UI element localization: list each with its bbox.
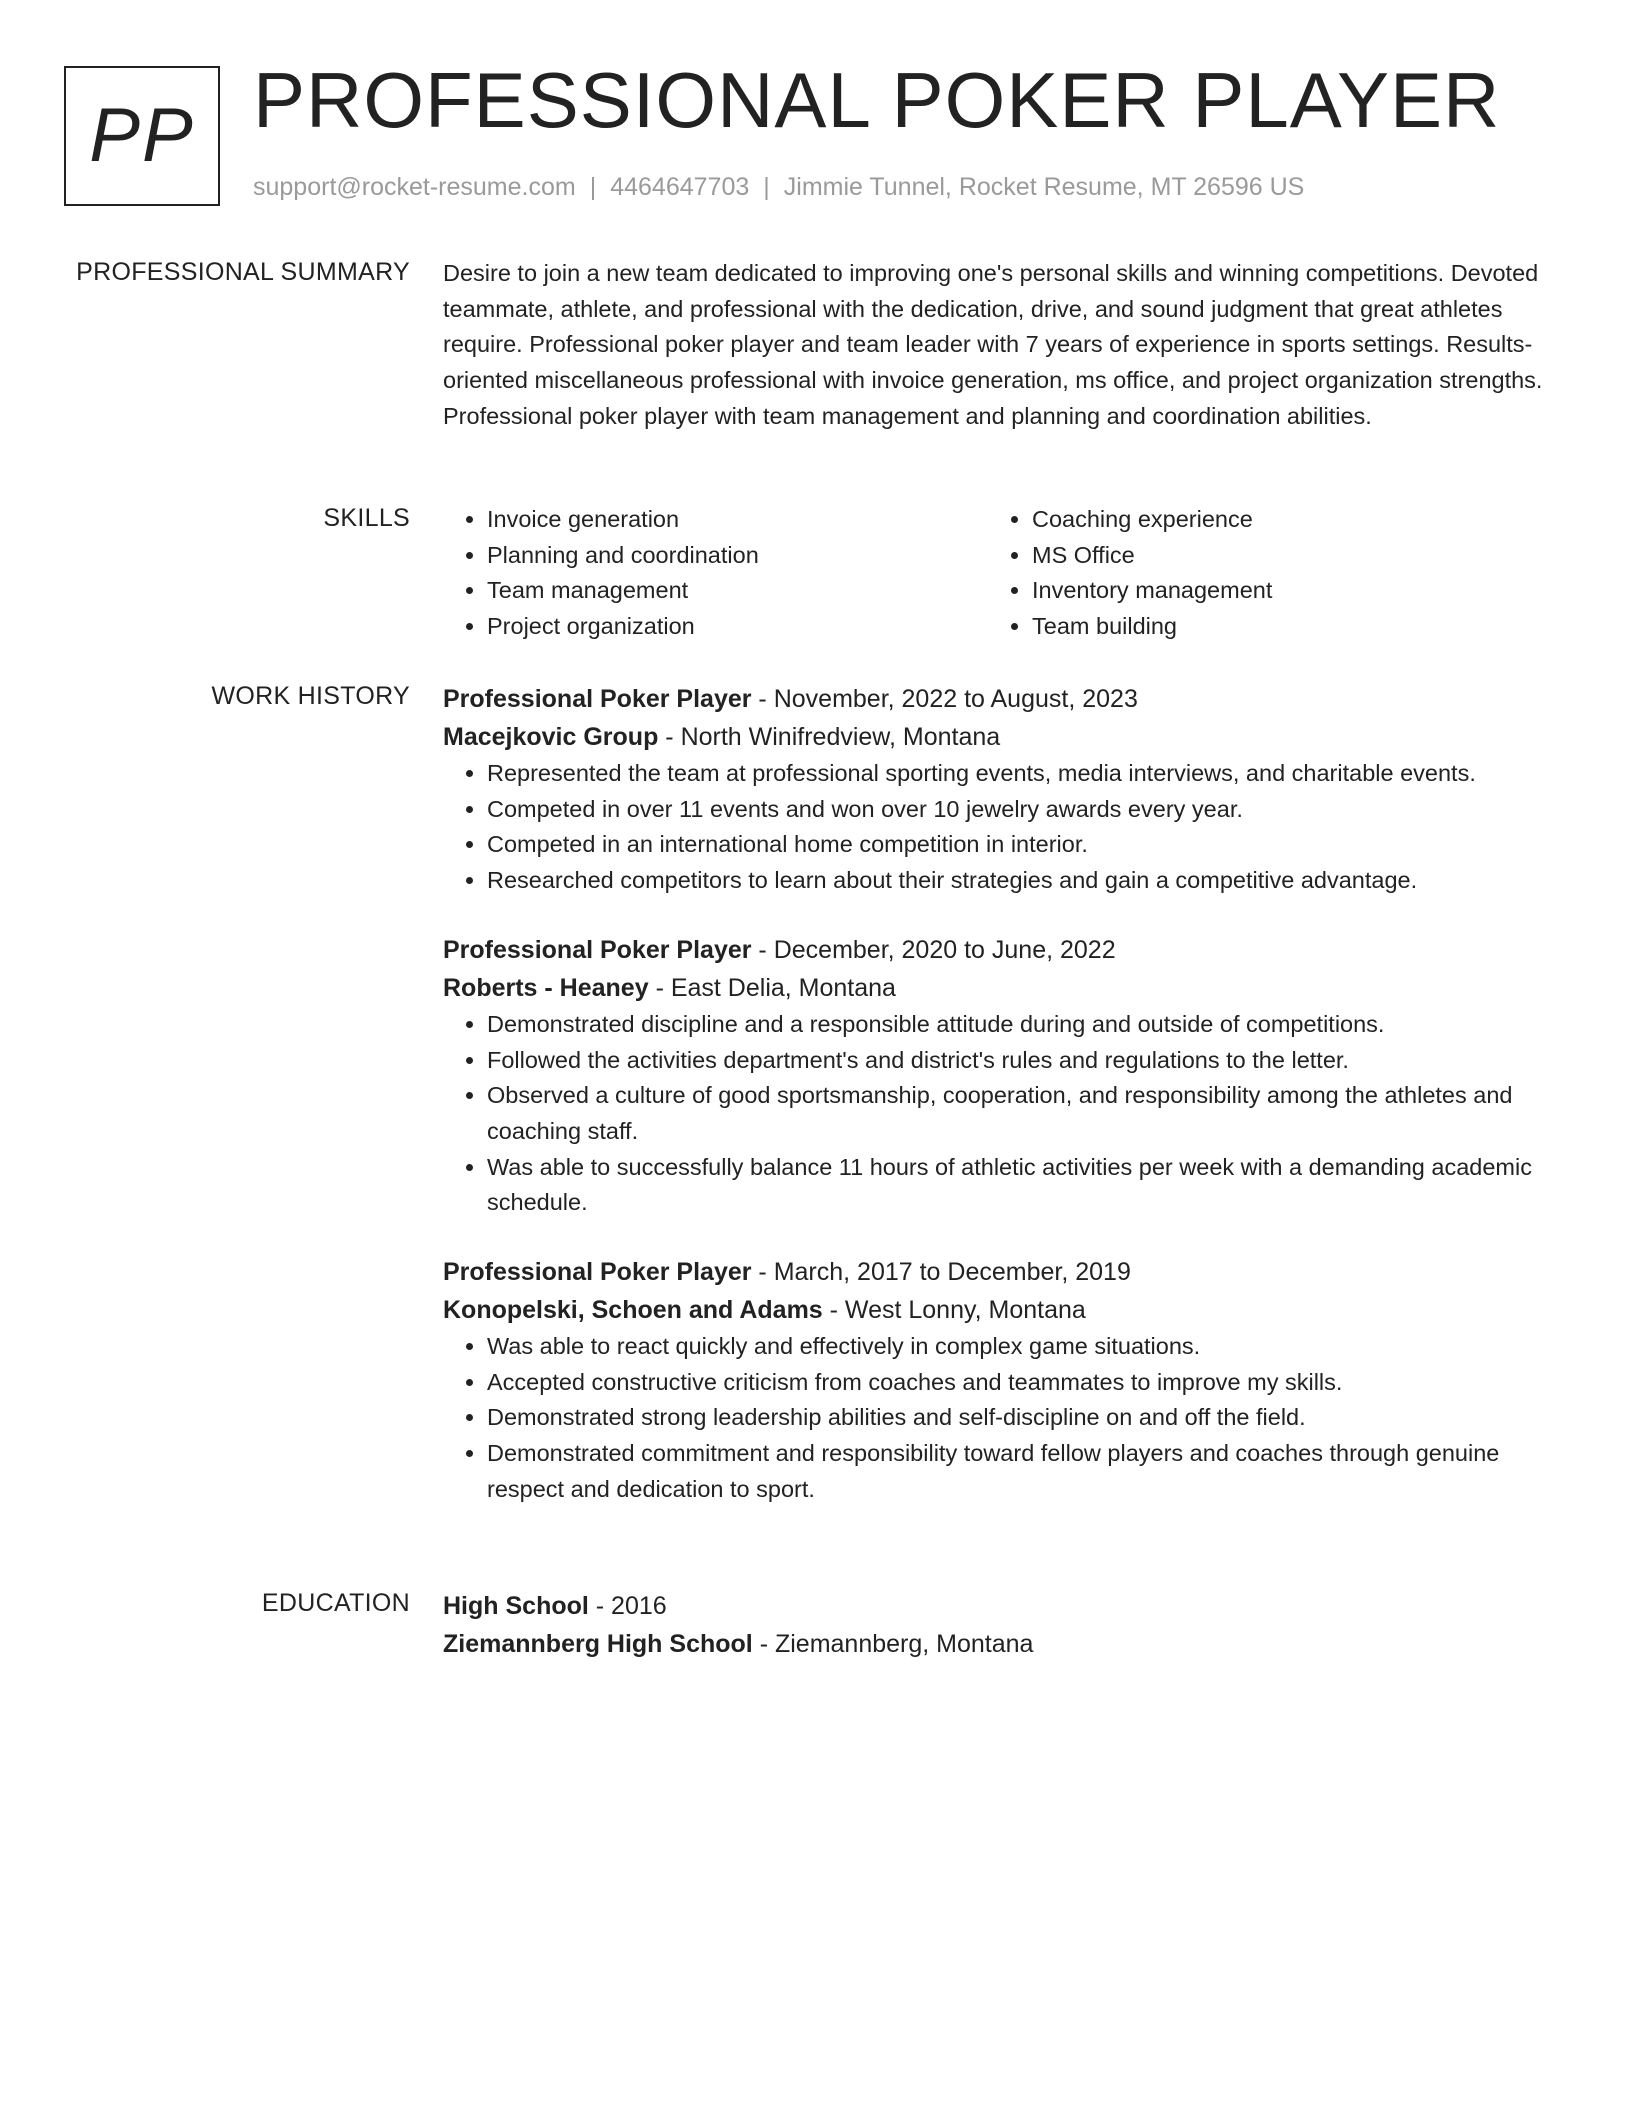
education-school: Ziemannberg High School (443, 1630, 753, 1658)
job-bullet: • Was able to successfully balance 11 hours of athletic activities per week with a demanding academic schedule. (487, 1150, 1558, 1221)
summary-text: Desire to join a new team dedicated to improving one's personal skills and winning competitions. Devoted teammate, athlete, and professional with the dedication, drive, and sound judgment that great athletes require. Professional poker player and team leader with 7 years of experience in sports settings. Results-oriented miscellaneous professional with invoice generation, ms office, and project organization strengths. Professional poker player with team management and planning and coordination abilities. (443, 260, 1543, 429)
education-degree-line (443, 1587, 1558, 1625)
contact-phone: 4464647703 (610, 173, 750, 201)
job-bullet-list (443, 1007, 1558, 1221)
monogram-box (64, 66, 220, 206)
contact-address: Jimmie Tunnel, Rocket Resume, MT 26596 US (783, 173, 1305, 201)
skill-item: • Project organization (487, 609, 988, 645)
job-company: Macejkovic Group (443, 723, 659, 751)
job-company-line (443, 969, 1558, 1007)
contact-separator: | (589, 173, 597, 201)
skill-item: • Inventory management (1032, 573, 1533, 609)
job-title: Professional Poker Player (443, 685, 752, 713)
job-location: - East Delia, Montana (648, 973, 896, 1002)
education-location: - Ziemannberg, Montana (752, 1630, 1034, 1658)
skills-column-left (443, 502, 988, 645)
job-location: - North Winifredview, Montana (658, 723, 1001, 751)
skills-column-right (988, 502, 1533, 645)
job-company-line (443, 1291, 1558, 1329)
section-label-skills: SKILLS (323, 504, 410, 532)
contact-line (253, 172, 1304, 202)
job-title-line (443, 1253, 1558, 1291)
job-entry (443, 931, 1558, 1221)
education-body (443, 1587, 1558, 1663)
job-bullet: • Observed a culture of good sportsmanship, cooperation, and responsibility among the athletes and coaching staff. (487, 1078, 1558, 1149)
job-title-line (443, 680, 1558, 718)
job-bullet: • Followed the activities department's and district's rules and regulations to the letter. (487, 1043, 1558, 1079)
job-company: Roberts - Heaney (443, 973, 649, 1002)
section-label-education: EDUCATION (261, 1589, 410, 1617)
job-location: - West Lonny, Montana (822, 1296, 1086, 1325)
job-bullet: • Researched competitors to learn about their strategies and gain a competitive advantage. (487, 863, 1558, 899)
job-dates: - March, 2017 to December, 2019 (751, 1258, 1131, 1287)
skill-item: • Invoice generation (487, 502, 988, 538)
job-dates: - December, 2020 to June, 2022 (751, 935, 1116, 964)
contact-email: support@rocket-resume.com (253, 173, 576, 201)
job-entry (443, 680, 1558, 899)
education-school-line (443, 1625, 1558, 1663)
skills-body (443, 502, 1558, 645)
skill-item: • Team management (487, 573, 988, 609)
job-bullet: • Demonstrated discipline and a responsible attitude during and outside of competitions. (487, 1007, 1558, 1043)
skill-item: • Planning and coordination (487, 538, 988, 574)
job-bullet: • Represented the team at professional sporting events, media interviews, and charitable events. (487, 756, 1558, 792)
job-bullet: • Competed in over 11 events and won over 10 jewelry awards every year. (487, 792, 1558, 828)
contact-separator: | (763, 173, 770, 201)
skills-grid (443, 502, 1558, 645)
job-title-line (443, 931, 1558, 969)
education-degree: High School (443, 1592, 589, 1620)
education-year: - 2016 (588, 1592, 667, 1620)
job-company-line (443, 718, 1558, 756)
job-bullet-list (443, 756, 1558, 899)
job-bullet-list (443, 1329, 1558, 1508)
monogram-initials: PP (89, 93, 195, 178)
section-label-work-history: WORK HISTORY (211, 682, 410, 710)
resume-title: PROFESSIONAL POKER PLAYER (253, 56, 1501, 144)
job-dates: - November, 2022 to August, 2023 (751, 685, 1138, 713)
job-bullet: • Demonstrated commitment and responsibility toward fellow players and coaches through genuine respect and dedication to sport. (487, 1436, 1558, 1507)
job-bullet: • Was able to react quickly and effectively in complex game situations. (487, 1329, 1558, 1365)
job-bullet: • Competed in an international home competition in interior. (487, 827, 1558, 863)
job-bullet: • Accepted constructive criticism from coaches and teammates to improve my skills. (487, 1365, 1558, 1401)
job-entry (443, 1253, 1558, 1508)
job-title: Professional Poker Player (443, 1258, 752, 1287)
work-history-body (443, 680, 1558, 1540)
skill-item: • Team building (1032, 609, 1533, 645)
job-bullet: • Demonstrated strong leadership abilities and self-discipline on and off the field. (487, 1400, 1558, 1436)
skill-item: • Coaching experience (1032, 502, 1533, 538)
job-title: Professional Poker Player (443, 935, 752, 964)
summary-body (443, 256, 1558, 435)
section-label-summary: PROFESSIONAL SUMMARY (76, 258, 410, 286)
job-company: Konopelski, Schoen and Adams (443, 1296, 823, 1325)
skill-item: • MS Office (1032, 538, 1533, 574)
